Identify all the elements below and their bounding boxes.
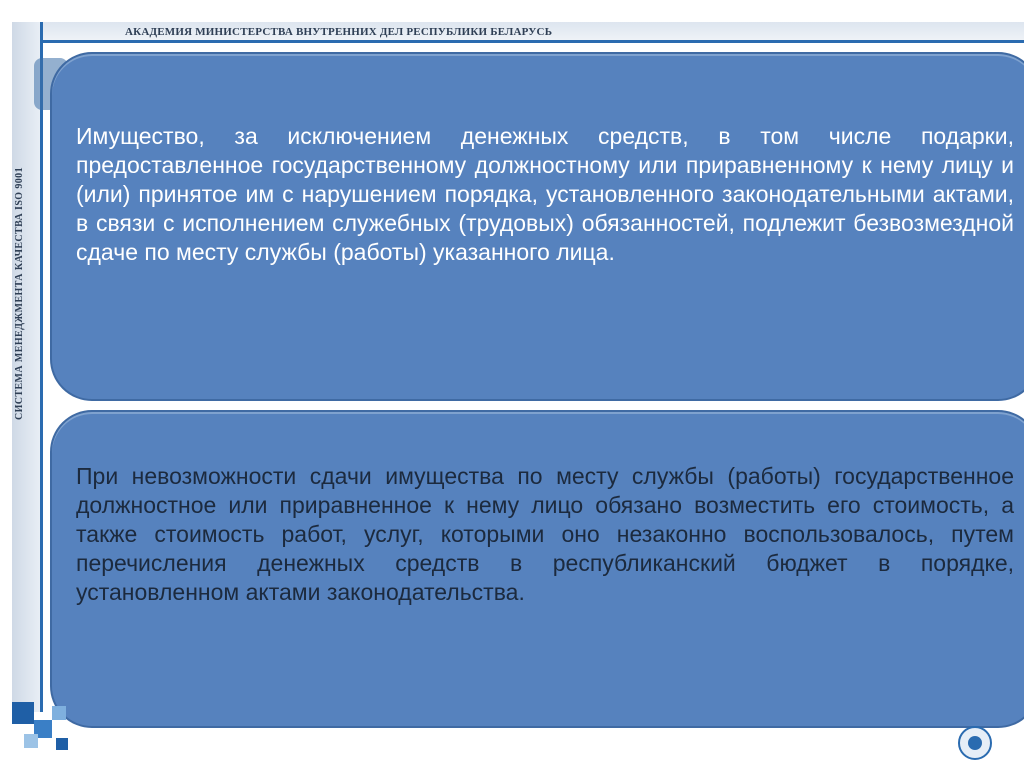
panel-1-text: Имущество, за исключением денежных средств, в том числе подарки, предоставленное государственному должностному или приравненному к нему лицу и (или) принятое им с нарушением порядка, установленного законодательными актами, в связи с исполнением служебных (трудовых) обязанностей, подлежит безвозмездной сдаче по месту службы (работы) указанного лица. (76, 123, 1014, 265)
sidebar-vertical-text (14, 410, 25, 420)
frame-left-line (40, 22, 43, 712)
decor-square (12, 702, 34, 724)
content-panel-1 (50, 52, 1024, 401)
decor-square (56, 738, 68, 750)
decor-square (24, 734, 38, 748)
panel-2-text: При невозможности сдачи имущества по месту службы (работы) государственное должностное или приравненное к нему лицо обязано возместить его стоимость, а также стоимость работ, услуг, которыми оно незаконно воспользовалось, путем перечисления денежных средств в республиканский бюджет в порядке, установленном актами законодательства. (76, 463, 1014, 605)
header-title: АКАДЕМИЯ МИНИСТЕРСТВА ВНУТРЕННИХ ДЕЛ РЕСПУБЛИКИ БЕЛАРУСЬ (125, 26, 553, 38)
content-panel-2 (50, 410, 1024, 728)
iso-badge-icon (958, 726, 992, 760)
decor-square (52, 706, 66, 720)
badge-center (968, 736, 982, 750)
frame-top-line (12, 40, 1024, 43)
